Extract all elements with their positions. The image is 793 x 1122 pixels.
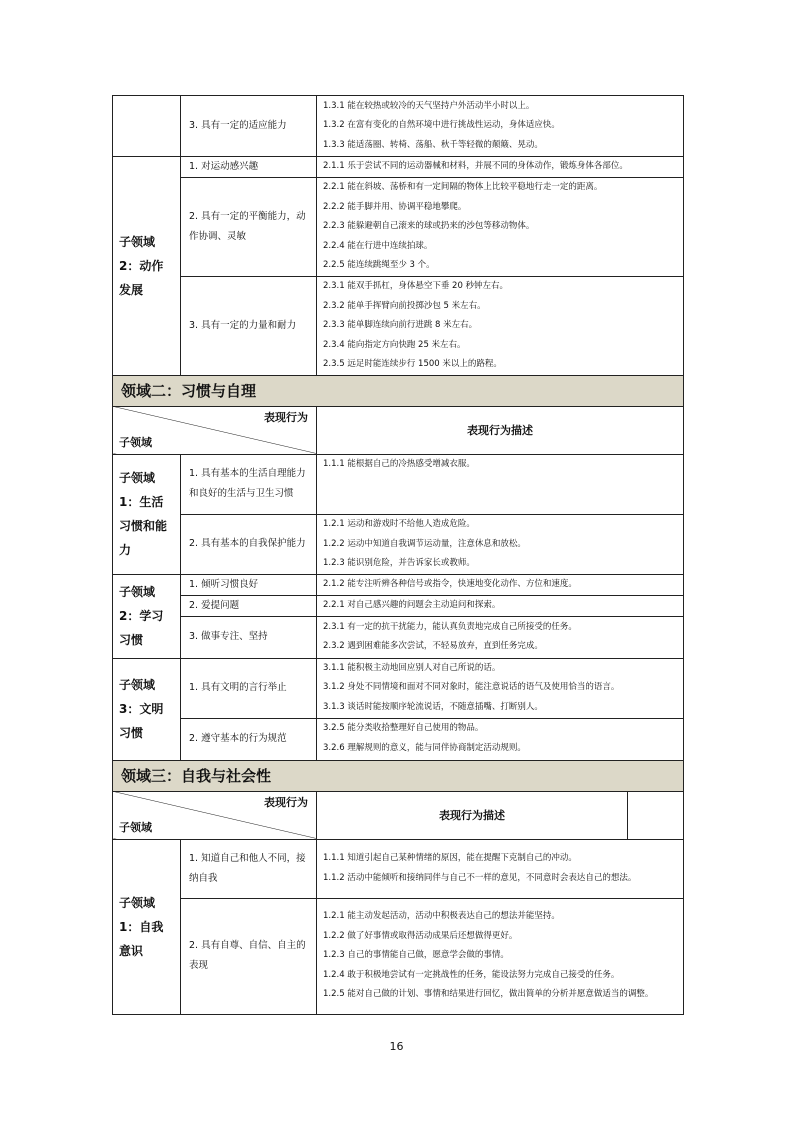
table-row [113,157,684,178]
behavior-line: 2.1.2 能专注听辨各种信号或指令，快速地变化动作、方位和速度。 [323,578,577,589]
behavior-line: 3.2.6 理解规则的意义，能与同伴协商制定活动规则。 [323,743,526,753]
header-behavior-label: 表现行为 [264,410,308,424]
page-number: 16 [389,1040,404,1053]
table-row [113,595,684,616]
domain-title: 领域二：习惯与自理 [113,375,684,406]
table-header-row [113,791,684,839]
subdomain-cell-empty [113,96,181,157]
behavior-line: 1.2.2 做了好事情或取得活动成果后还想做得更好。 [323,930,518,941]
subdomain-label: 子领域 2：学习习惯 [113,574,181,658]
behavior-cell [317,595,684,616]
behavior-cell [317,898,684,1014]
subdomain-label: 子领域 2：动作发展 [113,157,181,376]
behavior-line: 2.3.1 有一定的抗干扰能力，能认真负责地完成自己所接受的任务。 [323,621,577,632]
table-header-row [113,406,684,454]
empty-header-cell [628,791,684,839]
table-row [113,96,684,157]
table-row [113,898,684,1014]
table-row [113,616,684,658]
behavior-line: 2.2.3 能躲避朝自己滚来的球或扔来的沙包等移动物体。 [323,221,535,232]
header-subdomain-label: 子领域 [119,820,152,834]
desc-header: 表现行为描述 [317,406,684,454]
desc-header: 表现行为描述 [317,791,628,839]
behavior-line: 2.2.1 对自己感兴趣的问题会主动追问和探索。 [323,599,501,610]
behavior-line: 2.2.1 能在斜坡、荡桥和有一定间隔的物体上比较平稳地行走一定的距离。 [323,182,603,192]
behavior-line: 1.2.5 能对自己做的计划、事情和结果进行回忆，做出简单的分析并愿意做适当的调整。 [323,989,654,1000]
indicator-cell: 2. 具有基本的自我保护能力 [181,514,317,574]
behavior-line: 3.2.5 能分类收拾整理好自己使用的物品。 [323,723,484,734]
indicator-cell: 1. 知道自己和他人不同，接纳自我 [181,839,317,898]
behavior-line: 2.3.3 能单脚连续向前行进跳 8 米左右。 [323,320,478,331]
indicator-cell: 1. 倾听习惯良好 [181,574,317,595]
behavior-line: 3.1.3 谈话时能按顺序轮流说话，不随意插嘴、打断别人。 [323,701,543,712]
behavior-line: 1.2.3 自己的事情能自己做，愿意学会做的事情。 [323,950,509,961]
header-subdomain-label: 子领域 [119,435,152,449]
table-row [113,658,684,718]
behavior-cell [317,157,684,178]
behavior-line: 1.1.2 活动中能倾听和接纳同伴与自己不一样的意见，不同意时会表达自己的想法。 [323,872,637,883]
indicator-cell: 2. 遵守基本的行为规范 [181,718,317,760]
indicator-cell: 3. 具有一定的力量和耐力 [181,276,317,375]
diagonal-header [113,406,317,454]
behavior-line: 1.3.2 在富有变化的自然环境中进行挑战性运动，身体适应快。 [323,120,560,131]
behavior-line: 2.3.2 遇到困难能多次尝试，不轻易放弃，直到任务完成。 [323,641,543,652]
behavior-line: 1.2.3 能识别危险，并告诉家长或教师。 [323,558,475,569]
indicator-cell: 2. 具有一定的平衡能力，动作协调、灵敏 [181,178,317,277]
domain-heading-row [113,760,684,791]
behavior-cell [317,839,684,898]
document-page [112,95,683,1015]
subdomain-label: 子领域 3：文明习惯 [113,658,181,760]
behavior-cell [317,616,684,658]
table-row [113,839,684,898]
behavior-line: 2.3.5 远足时能连续步行 1500 米以上的路程。 [323,359,502,370]
behavior-line: 2.2.5 能连续跳绳至少 3 个。 [323,260,435,271]
behavior-line: 2.2.2 能手脚并用、协调平稳地攀爬。 [323,201,467,212]
behavior-line: 2.3.4 能向指定方向快跑 25 米左右。 [323,339,466,350]
table-row [113,718,684,760]
indicator-cell: 2. 爱提问题 [181,595,317,616]
table-row [113,276,684,375]
indicator-cell: 2. 具有自尊、自信、自主的表现 [181,898,317,1014]
behavior-line: 3.1.2 身处不同情境和面对不同对象时，能注意说话的语气及使用恰当的语言。 [323,682,620,693]
behavior-line: 1.2.1 能主动发起活动，活动中积极表达自己的想法并能坚持。 [323,911,560,922]
table-row [113,178,684,277]
behavior-cell [317,96,684,157]
behavior-line: 1.2.1 运动和游戏时不给他人造成危险。 [323,518,475,529]
table-row [113,454,684,514]
behavior-line: 2.2.4 能在行进中连续拍球。 [323,240,433,251]
indicator-cell: 3. 具有一定的适应能力 [181,96,317,157]
behavior-cell [317,178,684,277]
behavior-line: 1.1.1 知道引起自己某种情绪的原因，能在提醒下克制自己的冲动。 [323,852,577,863]
curriculum-table [112,95,684,1015]
behavior-cell [317,454,684,514]
indicator-cell: 1. 具有基本的生活自理能力和良好的生活与卫生习惯 [181,454,317,514]
behavior-line: 1.2.4 敢于积极地尝试有一定挑战性的任务，能设法努力完成自己接受的任务。 [323,969,620,980]
domain-title: 领域三：自我与社会性 [113,760,684,791]
domain-heading-row [113,375,684,406]
table-row [113,574,684,595]
behavior-cell [317,658,684,718]
subdomain-label: 子领域 1：自我意识 [113,839,181,1014]
behavior-line: 2.3.1 能双手抓杠，身体悬空下垂 20 秒钟左右。 [323,280,509,291]
behavior-line: 1.3.1 能在较热或较冷的天气坚持户外活动半小时以上。 [323,100,535,111]
header-behavior-label: 表现行为 [264,795,308,809]
indicator-cell: 1. 具有文明的言行举止 [181,658,317,718]
indicator-cell: 3. 做事专注、坚持 [181,616,317,658]
indicator-cell: 1. 对运动感兴趣 [181,157,317,178]
behavior-line: 3.1.1 能积极主动地回应别人对自己所说的话。 [323,662,501,673]
behavior-line: 1.3.3 能适荡圈、转椅、荡船、秋千等轻微的颠簸、晃动。 [323,139,543,150]
behavior-cell [317,276,684,375]
behavior-cell [317,718,684,760]
diagonal-header [113,791,317,839]
behavior-cell [317,514,684,574]
behavior-line: 1.2.2 运动中知道自我调节运动量，注意休息和放松。 [323,538,526,549]
behavior-line: 2.1.1 乐于尝试不同的运动器械和材料，并展不同的身体动作，锻炼身体各部位。 [323,161,628,172]
behavior-cell [317,574,684,595]
behavior-line: 1.1.1 能根据自己的冷热感受增减衣服。 [323,458,475,469]
table-row [113,514,684,574]
behavior-line: 2.3.2 能单手挥臂向前投掷沙包 5 米左右。 [323,300,486,311]
subdomain-label: 子领域 1：生活习惯和能力 [113,454,181,574]
